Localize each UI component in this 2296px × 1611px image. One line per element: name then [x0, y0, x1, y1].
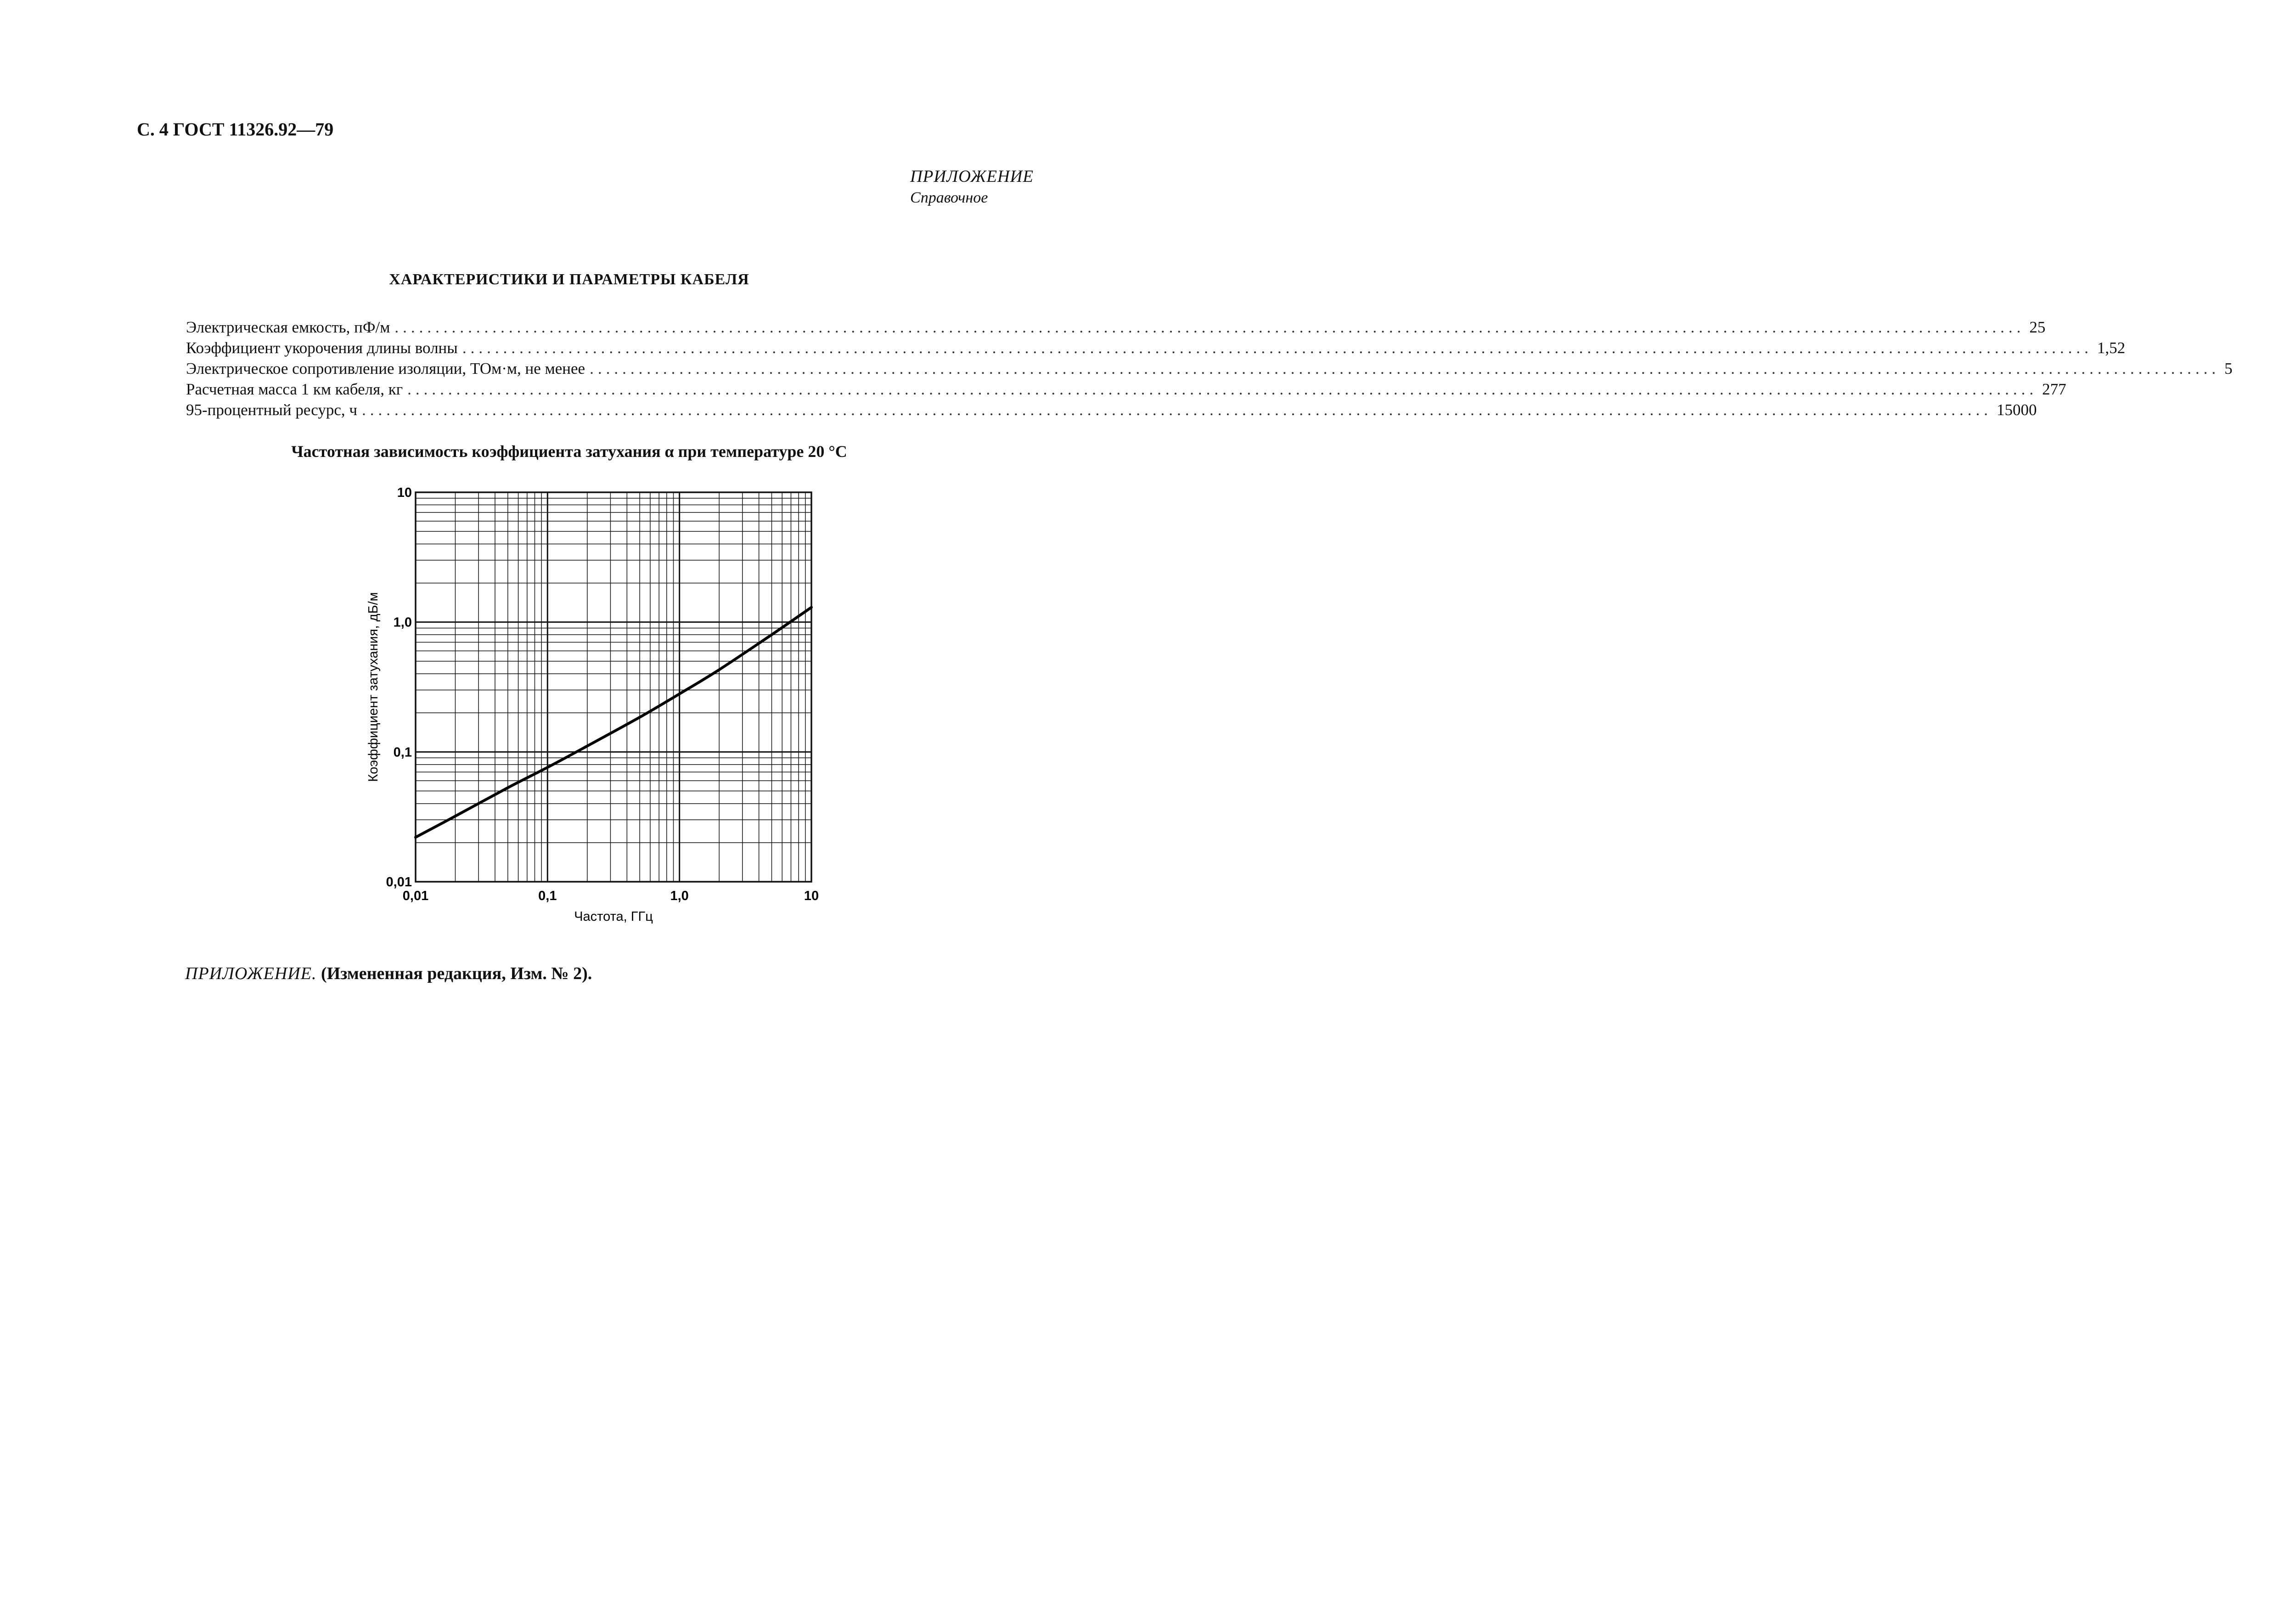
- parameter-value: 277: [2042, 380, 2066, 398]
- y-tick-label: 0,01: [386, 875, 412, 890]
- parameter-row: [186, 317, 2046, 338]
- x-tick-label: 0,1: [538, 889, 557, 903]
- dot-leader: ........................................................................................................................................................................................................: [462, 339, 2093, 357]
- appendix-type: Справочное: [910, 189, 988, 206]
- x-tick-label: 0,01: [402, 889, 429, 903]
- parameter-value: 25: [2029, 318, 2046, 336]
- appendix-label: ПРИЛОЖЕНИЕ: [910, 167, 1034, 186]
- parameter-row: [186, 358, 2233, 379]
- x-tick-label: 10: [804, 889, 819, 903]
- section-title: ХАРАКТЕРИСТИКИ И ПАРАМЕТРЫ КАБЕЛЯ: [389, 271, 749, 288]
- parameter-row: [186, 379, 2066, 400]
- parameter-label: Коэффициент укорочения длины волны: [186, 339, 458, 357]
- y-tick-label: 1,0: [393, 615, 412, 630]
- footer-bold: (Измененная редакция, Изм. № 2).: [321, 964, 592, 983]
- y-tick-label: 10: [397, 485, 412, 500]
- parameter-row: [186, 338, 2126, 358]
- page-header: С. 4 ГОСТ 11326.92—79: [137, 119, 334, 140]
- x-tick-label: 1,0: [670, 889, 689, 903]
- chart-title: Частотная зависимость коэффициента затухания α при температуре 20 °С: [291, 442, 847, 461]
- chart-curve-layer: [416, 608, 811, 838]
- footer-italic: ПРИЛОЖЕНИЕ.: [185, 964, 317, 983]
- parameter-label: Электрическая емкость, пФ/м: [186, 318, 390, 336]
- parameter-value: 1,52: [2097, 339, 2126, 357]
- dot-leader: ........................................................................................................................................................................................................: [394, 318, 2025, 336]
- attenuation-chart: [0, 468, 1138, 946]
- chart-tick-labels: [386, 485, 819, 903]
- dot-leader: ........................................................................................................................................................................................................: [362, 401, 1992, 419]
- chart-frame: [416, 492, 811, 882]
- footer-note: [185, 963, 592, 984]
- parameter-label: 95-процентный ресурс, ч: [186, 401, 358, 419]
- x-axis-label: Частота, ГГц: [574, 909, 653, 924]
- appendix-label-block: [910, 166, 1034, 208]
- parameter-row: [186, 400, 2037, 420]
- attenuation-curve: [416, 608, 811, 838]
- dot-leader: ........................................................................................................................................................................................................: [407, 380, 2038, 398]
- attenuation-chart-svg: [0, 468, 1138, 946]
- parameter-label: Электрическое сопротивление изоляции, ТОм·м, не менее: [186, 360, 585, 377]
- parameter-label: Расчетная масса 1 км кабеля, кг: [186, 380, 403, 398]
- y-axis-label: Коэффициент затухания, дБ/м: [366, 592, 381, 782]
- parameter-value: 15000: [1997, 401, 2037, 419]
- parameter-value: 5: [2224, 360, 2233, 377]
- parameters-list: [186, 317, 2233, 420]
- dot-leader: ........................................................................................................................................................................................................: [590, 360, 2220, 377]
- y-tick-label: 0,1: [393, 745, 412, 760]
- chart-grid: [416, 492, 811, 882]
